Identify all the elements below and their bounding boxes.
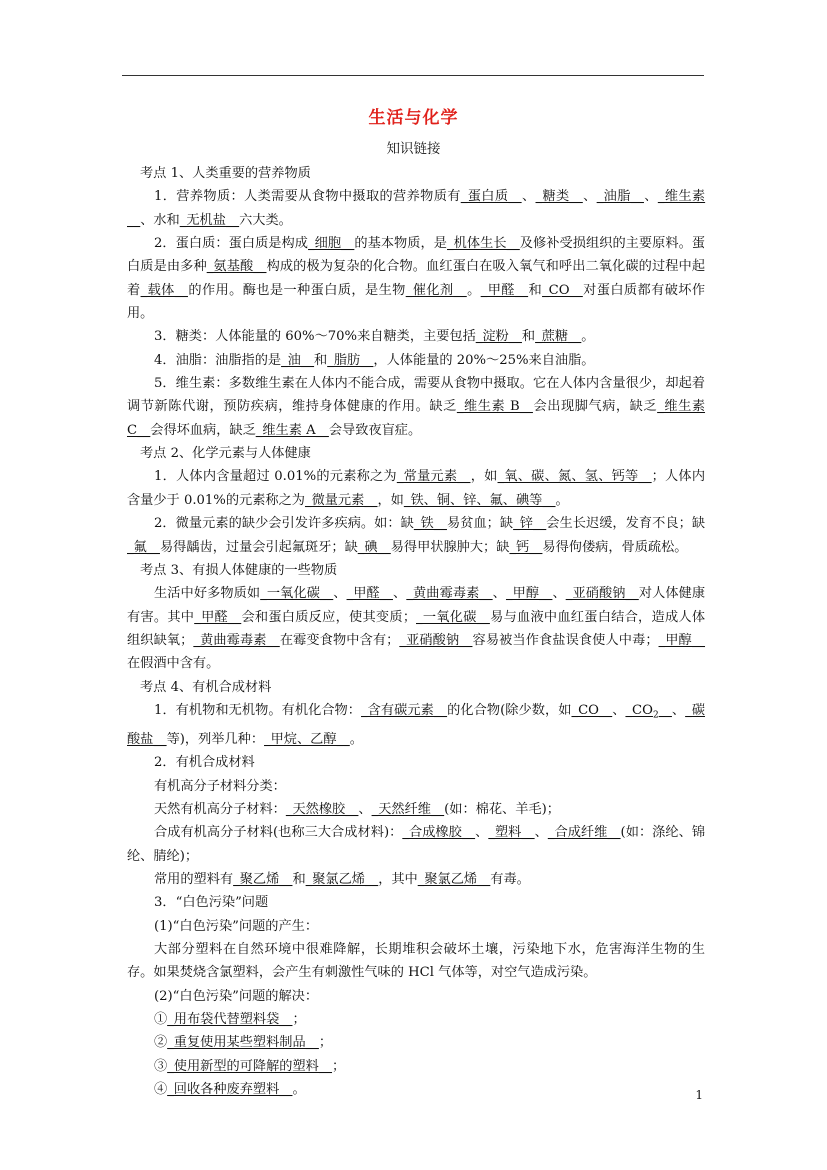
- paragraph: 合成有机高分子材料(也称三大合成材料)：_合成橡胶__、_塑料__、_合成纤维__(如：涤纶、锦纶、腈纶)；: [127, 825, 706, 864]
- section-heading: 考点 4、有机合成材料: [140, 679, 272, 695]
- paragraph: 大部分塑料在自然环境中很难降解，长期堆积会破坏土壤，污染地下水，危害海洋生物的生存。如果焚烧含氯塑料，会产生有刺激性气味的 HCl 气体等，对空气造成污染。: [127, 941, 705, 981]
- paragraph: ③_使用新型的可降解的塑料__；: [154, 1058, 346, 1074]
- page-title: 生活与化学: [368, 108, 459, 128]
- paragraph: (1)“白色污染”问题的产生：: [154, 918, 319, 934]
- paragraph: 5．维生素：多数维生素在人体内不能合成，需要从食物中摄取。它在人体内含量很少，却起着调节新陈代谢，预防疾病，维持身体健康的作用。缺乏_维生素 B__会出现脚气病，缺乏_维生素 C__会得坏血病，缺乏_维生素 A__会导致夜盲症。: [127, 376, 706, 438]
- section-heading: 考点 1、人类重要的营养物质: [140, 166, 311, 181]
- paragraph: ①_用布袋代替塑料袋__；: [154, 1012, 306, 1028]
- paragraph: 1．人体内含量超过 0.01%的元素称之为_常量元素__，如_氧、碳、氮、氢、钙等__；人体内含量少于 0.01%的元素称之为_微量元素__，如_铁、铜、锌、氟、碘等__。: [127, 469, 706, 508]
- paragraph: ②_重复使用某些塑料制品__；: [154, 1035, 333, 1051]
- paragraph: (2)“白色污染”问题的解决：: [154, 988, 319, 1004]
- header-rule: [122, 75, 704, 76]
- paragraph: ④_回收各种废弃塑料__。: [154, 1082, 306, 1098]
- paragraph: 3．糖类：人体能量的 60%～70%来自糖类，主要包括_淀粉__和_蔗糖__。: [154, 329, 595, 345]
- paragraph: 2．微量元素的缺少会引发许多疾病。如：缺_铁__易贫血；缺_锌__会生长迟缓，发育不良；缺_氟__易得龋齿，过量会引起氟斑牙；缺_碘__易得甲状腺肿大；缺_钙__易得佝偻病，骨质疏松。: [127, 516, 706, 555]
- paragraph: 有机高分子材料分类：: [154, 778, 286, 794]
- paragraph: 常用的塑料有_聚乙烯__和_聚氯乙烯__，其中_聚氯乙烯__有毒。: [154, 871, 530, 887]
- paragraph: 2．蛋白质：蛋白质是构成_细胞__的基本物质，是_机体生长__及修补受损组织的主要原料。蛋白质是由多种_氨基酸__构成的极为复杂的化合物。血红蛋白在吸入氧气和呼出二氧化碳的过程中起着_载体__的作用。酶也是一种蛋白质，是生物_催化剂__。_甲醛__和_CO__对蛋白质都有破坏作用。: [127, 236, 706, 322]
- paragraph: 3．“白色污染”问题: [154, 895, 269, 911]
- paragraph: 1．营养物质：人类需要从食物中摄取的营养物质有_蛋白质__、_糖类__、_油脂__、_维生素__、水和_无机盐__六大类。: [127, 189, 706, 228]
- paragraph: 生活中好多物质如_一氧化碳__、_甲醛__、_黄曲霉毒素__、_甲醇__、_亚硝酸钠__对人体健康有害。其中_甲醛__会和蛋白质反应，使其变质；_一氧化碳__易与血液中血红蛋白结合，造成人体组织缺氧；_黄曲霉毒素__在霉变食物中含有；_亚硝酸钠__容易被当作食盐误食使人中毒；_甲醇__在假酒中含有。: [127, 586, 706, 672]
- page-number: 1: [695, 1088, 703, 1102]
- paragraph: 4．油脂：油脂指的是_油__和_脂肪__，人体能量的 20%～25%来自油脂。: [154, 352, 595, 368]
- paragraph: 天然有机高分子材料：_天然橡胶__、_天然纤维__(如：棉花、羊毛)；: [154, 801, 560, 817]
- document-body: [127, 162, 705, 1101]
- section-heading: 考点 3、有损人体健康的一些物质: [140, 562, 338, 578]
- section-heading: 考点 2、化学元素与人体健康: [140, 446, 311, 462]
- paragraph: 1．有机物和无机物。有机化合物：_含有碳元素__的化合物(除少数，如_CO__、$\_CO_2\_\_$、_碳酸盐__等)，列举几种：_甲烷、乙醇__。: [127, 702, 706, 747]
- paragraph: 2．有机合成材料: [154, 755, 255, 771]
- page-subtitle: 知识链接: [386, 141, 441, 157]
